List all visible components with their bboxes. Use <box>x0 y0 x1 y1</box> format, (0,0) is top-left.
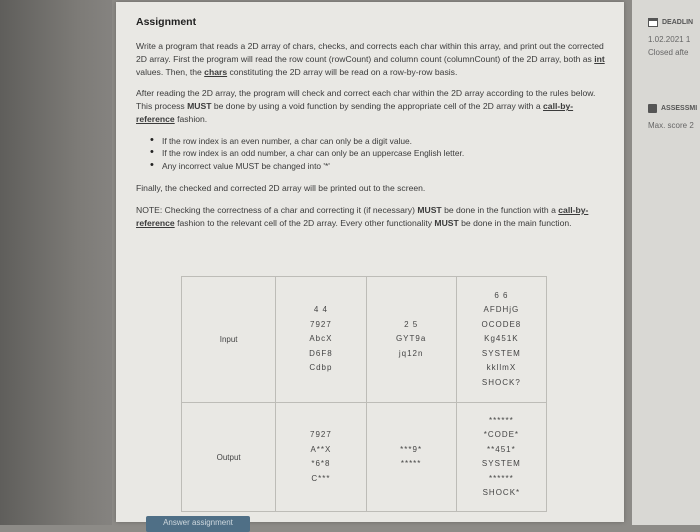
output-example-2: ***9* ***** <box>366 403 456 512</box>
list-item: • If the row index is an even number, a char can only be a digit value. <box>150 135 608 147</box>
output-label: Output <box>182 403 276 512</box>
list-item: • If the row index is an odd number, a char can only be an uppercase English letter. <box>150 147 608 159</box>
answer-assignment-button[interactable]: Answer assignment <box>146 516 250 532</box>
input-example-3: 6 6 AFDHjG OCODE8 Kg451K SYSTEM kkllmX SHOCK? <box>456 277 546 403</box>
assessment-section <box>648 104 700 132</box>
table-row-output <box>182 403 547 512</box>
input-example-1: 4 4 7927 AbcX D6F8 Cdbp <box>276 277 366 403</box>
rules-list <box>150 135 608 172</box>
output-example-3: ****** *CODE* **451* SYSTEM ****** SHOCK* <box>456 403 546 512</box>
deadline-section <box>648 18 700 59</box>
paragraph-note: NOTE: Checking the correctness of a char and correcting it (if necessary) MUST be done in the function with a call-by-reference fashion to the relevant cell of the 2D array. Every other functionality MUST be done in the main function. <box>136 204 589 228</box>
int-keyword: int <box>594 53 605 64</box>
deadline-status: Closed afte <box>648 48 689 57</box>
paragraph-description: Write a program that reads a 2D array of chars, checks, and corrects each char within this array, and print out the corrected 2D array. First the program will read the row count (rowCount) and column count (columnCount) of the 2D array, both as int values. Then, the chars constituting the 2D array will be read on a row-by-row basis. <box>136 41 605 77</box>
table-row-input <box>182 277 547 403</box>
assessment-title: ASSESSMI <box>661 105 698 112</box>
assessment-icon <box>648 104 657 113</box>
paragraph-rules-intro: After reading the 2D array, the program will check and correct each char within the 2D array according to the rules below. This process MUST be done by using a void function by sending the appropriate cell of the 2D array with a call-by-reference fashion. <box>136 88 596 124</box>
paragraph-finally: Finally, the checked and corrected 2D array will be printed out to the screen. <box>136 183 426 193</box>
input-label: Input <box>182 277 276 403</box>
input-example-2: 2 5 GYT9a jq12n <box>366 277 456 403</box>
max-score: Max. score 2 <box>648 121 694 130</box>
output-example-1: 7927 A**X *6*8 C*** <box>276 403 366 512</box>
assignment-sidebar <box>632 0 700 525</box>
assignment-card <box>116 2 624 522</box>
chars-keyword: chars <box>204 66 228 77</box>
call-by-reference-term: call-by-reference <box>136 101 574 124</box>
calendar-icon <box>648 18 658 27</box>
deadline-date: 1.02.2021 1 <box>648 35 691 44</box>
example-io-table <box>181 276 547 512</box>
call-by-reference-term: call-by-reference <box>136 204 589 228</box>
deadline-title: DEADLIN <box>662 19 694 26</box>
list-item: • Any incorrect value MUST be changed into '*' <box>150 160 608 172</box>
background-edge <box>0 0 112 525</box>
assignment-title: Assignment <box>136 16 197 28</box>
